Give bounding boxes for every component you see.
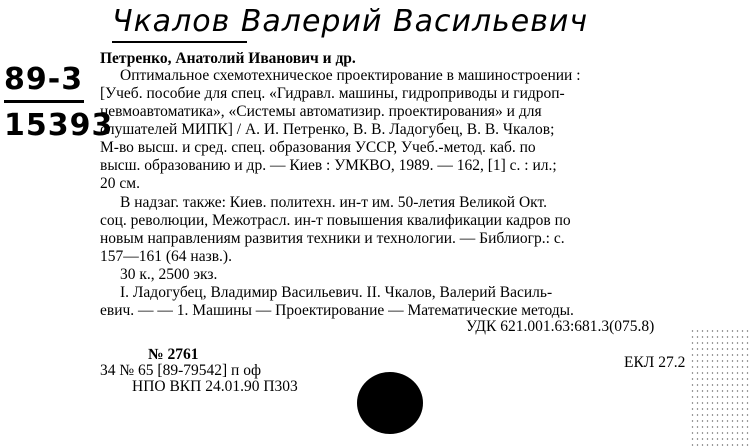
card-tracing-line: евич. — — 1. Машины — Проектирование — Математические методы. (100, 302, 574, 319)
card-footer-order: 34 № 65 [89-79542] п оф (100, 362, 261, 379)
handwritten-number-underline (4, 100, 84, 103)
card-note-line: 157—161 (64 назв.). (100, 248, 232, 265)
card-price-line: 30 к., 2500 экз. (120, 266, 218, 283)
card-text-line: М-во высш. и сред. спец. образования УССР, Учеб.-метод. каб. по (100, 139, 536, 156)
card-note-line: новым направлениям развития техники и технологии. — Библиогр.: с. (100, 230, 565, 247)
ink-blot (357, 372, 423, 434)
scan-speckle (690, 328, 750, 448)
card-text-line: невмоавтоматика», «Системы автоматизир. проектирования» и для (100, 103, 542, 120)
card-footer-number: № 2761 (148, 346, 199, 363)
card-text-line: высш. образованию и др. — Киев : УМКВО, 1989. — 162, [1] с. : ил.; (100, 157, 557, 174)
card-text-line: слушателей МИПК] / А. И. Петренко, В. В. Ладогубец, В. В. Чкалов; (100, 121, 555, 138)
handwritten-inventory-number: 15393 (4, 108, 114, 143)
card-author-heading: Петренко, Анатолий Иванович и др. (100, 50, 356, 67)
card-text-line: [Учеб. пособие для спец. «Гидравл. машины, гидроприводы и гидроп- (100, 85, 565, 102)
card-note-line: В надзаг. также: Киев. политехн. ин-т им. 50-летия Великой Окт. (120, 194, 547, 211)
handwritten-underline (112, 41, 247, 43)
card-footer-office: НПО ВКП 24.01.90 П303 (132, 378, 298, 395)
card-title-line: Оптимальное схемотехническое проектирование в машиностроении : (120, 67, 581, 84)
card-note-line: соц. революции, Межотрасл. ин-т повышения квалификации кадров по (100, 212, 571, 229)
handwritten-author-name: Чкалов Валерий Васильевич (112, 4, 589, 39)
card-tracing-line: I. Ладогубец, Владимир Васильевич. II. Чкалов, Валерий Василь- (120, 284, 553, 301)
card-udk-line: УДК 621.001.63:681.3(075.8) (466, 318, 655, 335)
card-text-line: 20 см. (100, 175, 140, 192)
handwritten-shelf-number: 89-3 (4, 62, 84, 97)
card-footer-ekl: ЕКЛ 27.2 (624, 354, 686, 371)
